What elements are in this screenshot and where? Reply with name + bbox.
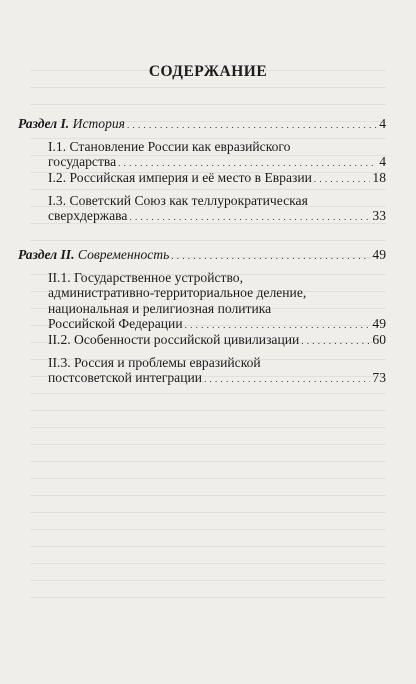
entry-2-3-line-1: II.3. Россия и проблемы евразийской [48, 355, 261, 370]
toc-entry-2-2 [48, 332, 386, 349]
entry-1-3-last-line: сверхдержава [48, 208, 128, 224]
section-2-name: Современность [77, 247, 170, 262]
entry-1-3-line-1: I.3. Советский Союз как теллурократическая [48, 193, 308, 208]
entry-1-3-page: 33 [372, 208, 386, 224]
entry-2-2-last-line: II.2. Особенности российской цивилизации [48, 332, 300, 347]
entry-1-1-last-line: государства [48, 154, 117, 170]
toc-section-2 [18, 247, 386, 264]
toc-entry-2-1 [48, 270, 386, 334]
entry-2-1-line-3: национальная и религиозная политика [48, 300, 272, 316]
section-1-page: 4 [379, 116, 386, 131]
entry-1-2-page: 18 [372, 170, 386, 185]
toc-entry-1-2 [48, 170, 386, 187]
entry-1-1-line-1: I.1. Становление России как евразийского [48, 139, 291, 154]
leader-dots [314, 170, 370, 187]
entry-2-1-page: 49 [372, 316, 386, 332]
leader-dots [204, 370, 370, 387]
section-2-label: Раздел II. [18, 247, 75, 262]
entry-2-2-page: 60 [372, 332, 386, 347]
toc-entry-2-3 [48, 355, 386, 388]
leader-dots [129, 208, 370, 225]
toc-section-1 [18, 116, 386, 133]
leader-dots [185, 316, 371, 333]
entry-1-2-last-line: I.2. Российская империя и её место в Евразии [48, 170, 312, 185]
leader-dots [301, 332, 370, 349]
page-title: СОДЕРЖАНИЕ [148, 63, 268, 80]
entry-2-3-last-line: постсоветской интеграции [48, 370, 203, 386]
entry-2-1-last-line: Российской Федерации [48, 316, 183, 332]
entry-2-3-page: 73 [372, 370, 386, 386]
section-1-label: Раздел I. [18, 116, 70, 131]
entry-1-1-page: 4 [379, 154, 386, 170]
section-2-page: 49 [372, 247, 386, 262]
leader-dots [171, 247, 370, 264]
toc-entry-1-1 [48, 139, 386, 172]
leader-dots [127, 116, 377, 133]
section-1-name: История [72, 116, 126, 131]
toc-entry-1-3 [48, 193, 386, 226]
entry-2-1-line-2: административно-территориальное деление, [48, 285, 307, 301]
entry-2-1-line-1: II.1. Государственное устройство, [48, 270, 243, 285]
